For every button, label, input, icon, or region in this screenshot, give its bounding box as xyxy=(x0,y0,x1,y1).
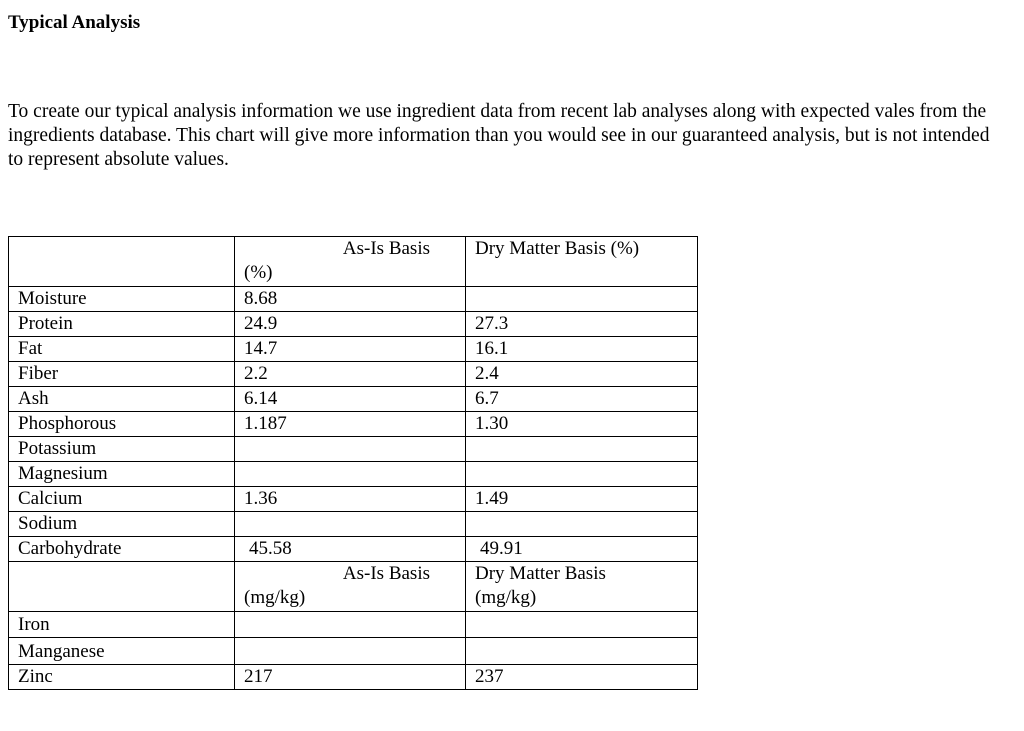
dry-matter-value: 27.3 xyxy=(466,312,698,337)
dry-matter-value: 1.49 xyxy=(466,487,698,512)
table-row xyxy=(9,362,698,387)
dry-matter-value: 237 xyxy=(466,665,698,690)
as-is-value: 217 xyxy=(235,665,466,690)
nutrient-name: Ash xyxy=(9,387,235,412)
dry-matter-value: 1.30 xyxy=(466,412,698,437)
nutrient-name: Fiber xyxy=(9,362,235,387)
table-header-mgkg xyxy=(9,562,698,612)
as-is-value: 2.2 xyxy=(235,362,466,387)
nutrient-name: Protein xyxy=(9,312,235,337)
as-is-value xyxy=(235,437,466,462)
dry-matter-value xyxy=(466,638,698,665)
dry-matter-value xyxy=(466,437,698,462)
header-dry-matter-percent xyxy=(466,237,698,287)
nutrient-name: Manganese xyxy=(9,638,235,665)
as-is-value xyxy=(235,512,466,537)
table-header-percent xyxy=(9,237,698,287)
dry-matter-value xyxy=(466,612,698,638)
nutrient-name: Sodium xyxy=(9,512,235,537)
header-dry-matter-unit: (mg/kg) xyxy=(475,587,537,608)
nutrient-name: Fat xyxy=(9,337,235,362)
header-empty-cell xyxy=(9,562,235,612)
as-is-value: 14.7 xyxy=(235,337,466,362)
nutrient-name: Iron xyxy=(9,612,235,638)
table-row xyxy=(9,312,698,337)
nutrient-name: Phosphorous xyxy=(9,412,235,437)
as-is-value: 1.187 xyxy=(235,412,466,437)
intro-paragraph: To create our typical analysis information we use ingredient data from recent lab analyses along with expected vales from the ingredients database. This chart will give more information than you would see in our guaranteed analysis, but is not intended to represent absolute values. xyxy=(8,101,990,170)
table-row xyxy=(9,537,698,562)
as-is-value: 8.68 xyxy=(235,287,466,312)
table-row xyxy=(9,487,698,512)
dry-matter-value: 6.7 xyxy=(466,387,698,412)
typical-analysis-table xyxy=(8,236,698,690)
as-is-value: 6.14 xyxy=(235,387,466,412)
as-is-value xyxy=(235,638,466,665)
dry-matter-value: 49.91 xyxy=(466,537,698,562)
header-dry-matter-mgkg xyxy=(466,562,698,612)
nutrient-name: Moisture xyxy=(9,287,235,312)
as-is-value: 24.9 xyxy=(235,312,466,337)
header-empty-cell xyxy=(9,237,235,287)
table-row xyxy=(9,512,698,537)
nutrient-name: Carbohydrate xyxy=(9,537,235,562)
header-as-is-percent xyxy=(235,237,466,287)
nutrient-name: Zinc xyxy=(9,665,235,690)
dry-matter-value xyxy=(466,462,698,487)
table-row xyxy=(9,337,698,362)
dry-matter-value xyxy=(466,512,698,537)
header-as-is-label: As-Is Basis xyxy=(342,563,430,584)
as-is-value: 1.36 xyxy=(235,487,466,512)
dry-matter-value xyxy=(466,287,698,312)
header-as-is-mgkg xyxy=(235,562,466,612)
as-is-value xyxy=(235,612,466,638)
table-row xyxy=(9,665,698,690)
page-title: Typical Analysis xyxy=(8,12,141,33)
header-as-is-label: As-Is Basis xyxy=(342,238,430,259)
table-row xyxy=(9,462,698,487)
nutrient-name: Magnesium xyxy=(9,462,235,487)
dry-matter-value: 16.1 xyxy=(466,337,698,362)
nutrient-name: Calcium xyxy=(9,487,235,512)
dry-matter-value: 2.4 xyxy=(466,362,698,387)
header-dry-matter-label: Dry Matter Basis (%) xyxy=(475,238,640,259)
table-row xyxy=(9,287,698,312)
header-as-is-unit: (%) xyxy=(244,262,273,283)
header-as-is-unit: (mg/kg) xyxy=(244,587,306,608)
nutrient-name: Potassium xyxy=(9,437,235,462)
as-is-value: 45.58 xyxy=(235,537,466,562)
table-row xyxy=(9,638,698,665)
as-is-value xyxy=(235,462,466,487)
table-row xyxy=(9,612,698,638)
table-row xyxy=(9,437,698,462)
table-row xyxy=(9,387,698,412)
table-row xyxy=(9,412,698,437)
header-dry-matter-label: Dry Matter Basis xyxy=(475,563,606,584)
